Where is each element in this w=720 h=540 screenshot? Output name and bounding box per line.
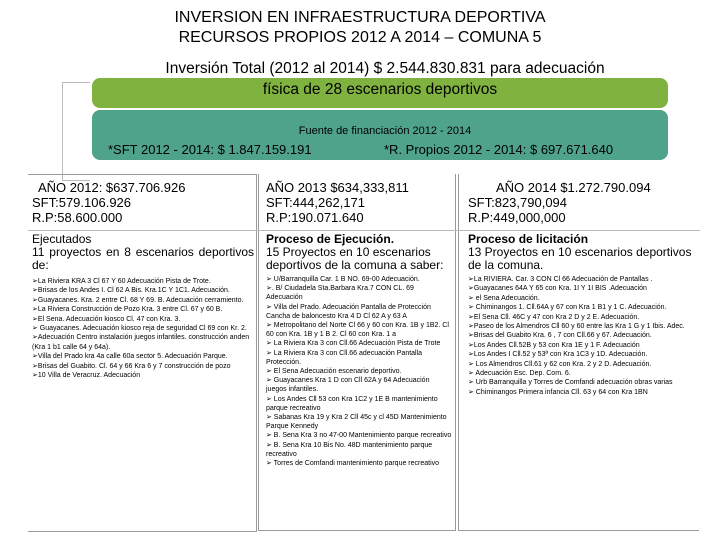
list-item: ➢La Riviera Construcción de Pozo Kra. 3 entre Cl. 67 y 60 B. [32,306,223,314]
list-item: ➢ Torres de Comfandi mantenimiento parque recreativo [266,460,440,468]
list-item: ➢ B. Sena Kra 3 no 47-00 Mantenimiento parque recreativo [266,432,452,440]
list-item: ➢ Metropolitano del Norte Cl 66 y 60 con Kra. 1B y 1B2. Cl 60 con Kra. 1B y 1 B 2. Cl 60 con Kra. 1 a [266,322,449,339]
list-item: ➢Brisas de los Andes I. Cl 62 A Bis. Kra.1C Y 1C1. Adecuación. [32,287,230,295]
list-item: ➢Villa del Prado kra 4a calle 60a sector 5. Adecuación Parque. [32,353,228,361]
total-investment-text-2: física de 28 escenarios deportivos [262,81,498,98]
list-item: ➢Paseo de los Almendros Cll 60 y 60 entre las Kra 1 G y 1 Ibis. Adec. [468,323,685,331]
status-heading: Proceso de licitación [468,232,589,246]
list-item: ➢La Riviera KRA 3 Cl 67 Y 60 Adecuación Pista de Trote. [32,278,211,285]
year-rp: R.P:58.600.000 [32,210,123,225]
year-total: AÑO 2014 $1.272.790.094 [496,180,651,195]
year-sft: SFT:444,262,171 [266,195,366,210]
list-item: ➢. B/ Ciudadela Sta.Barbara Kra.7 CON CL. 69 Adecuación [266,285,414,302]
year-total: AÑO 2013 $634,333,811 [266,180,409,195]
year-sft: SFT:579.106.926 [32,195,132,210]
list-item: ➢10 Villa de Veracruz. Adecuación [32,372,141,380]
projects-summary: 11 proyectos en 8 escenarios deportivos de: [32,245,254,272]
list-item: ➢Adecuación Centro instalación juegos infantiles. construcción anden (Kra 1 b1 calle 64 y 64a). [32,334,250,351]
list-item: ➢ Guayacanes. Adecuación kiosco reja de seguridad Cl 69 con Kr. 2. [32,325,247,333]
year-summary [266,180,452,225]
list-item: ➢ Chiminangos 1. Cll.64A y 67 con Kra 1 B1 y 1 C. Adecuación. [468,304,667,312]
status-heading: Proceso de Ejecución. [266,232,395,246]
project-list [32,277,254,380]
year-rp: R.P:190.071.640 [266,210,364,225]
page-title-line-1: INVERSION EN INFRAESTRUCTURA DEPORTIVA [174,9,546,26]
total-investment-text-1: Inversión Total (2012 al 2014) $ 2.544.830.831 para adecuación [165,60,605,77]
year-summary [468,180,696,225]
list-item: ➢Brisas del Guabito. Cl. 64 y 66 Kra 6 y 7 construcción de pozo [32,362,231,370]
column-2012 [32,180,254,380]
list-item: ➢ Chiminangos Primera infancia Cll. 63 y 64 con Kra 1BN [468,388,648,396]
year-rp: R.P:449,000,000 [468,210,566,225]
list-item: ➢ El Sena Adecuación escenario deportivo. [266,368,402,376]
year-summary [32,180,254,225]
list-item: ➢ La Riviera Kra 3 con Cll.66 adecuación Pantalla Protección. [266,349,423,366]
status-heading: Ejecutados [32,232,92,246]
list-item: ➢ U/Barranquilla Car. 1 B NO. 69-00 Adecuación. [266,276,420,283]
page-title-line-2: RECURSOS PROPIOS 2012 A 2014 – COMUNA 5 [178,29,542,46]
column-2014 [468,180,696,397]
list-item: ➢El Sena. Adecuación kiosco Cl. 47 con Kra. 3. [32,315,181,323]
project-list [266,275,452,468]
list-item: ➢ Villa del Prado. Adecuación Pantalla de Protección Cancha de baloncesto Kra 4 D Cl 62 A y 63 A [266,303,431,320]
list-item: ➢Guayacanes. Kra. 2 entre Cl. 68 Y 69. B. Adecuación cerramiento. [32,296,244,304]
financing-own-resources: *R. Propios 2012 - 2014: $ 697.671.640 [384,142,614,157]
list-item: ➢ La Riviera Kra 3 con Cll.66 Adecuación Pista de Trote [266,340,441,348]
column-2013 [266,180,452,468]
year-sft: SFT:823,790,094 [468,195,568,210]
list-item: ➢ Los Andes Cll 53 con Kra 1C2 y 1E B mantenimiento parque recreativo [266,395,438,412]
list-item: ➢ Los Almendros Cll.61 y 62 con Kra. 2 y 2 D. Adecuación. [468,360,652,368]
list-item: ➢ el Sena Adecuación. [468,294,540,302]
list-item: ➢Los Andes Cll.52B y 53 con Kra 1E y 1 F. Adecuación [468,341,640,349]
list-item: ➢La RIVIERA. Car. 3 CON Cl 66 Adecuación de Pantallas . [468,276,653,283]
list-item: ➢ Urb Barranquilla y Torres de Comfandi adecuación obras varias [468,379,673,387]
financing-sft: *SFT 2012 - 2014: $ 1.847.159.191 [108,142,312,157]
financing-heading: Fuente de financiación 2012 - 2014 [298,125,472,137]
list-item: ➢Guayacanes 64A Y 65 con Kra. 1I Y 1I BIS .Adecuación [468,285,647,293]
list-item: ➢ Sabanas Kra 19 y Kra 2 Cll 45c y cl 45D Mantenimiento Parque Kennedy [266,414,447,431]
list-item: ➢Brisas del Guabito Kra. 6 , 7 con Cll.66 y 67. Adecuación. [468,332,652,340]
project-list [468,275,696,397]
year-total: AÑO 2012: $637.706.926 [38,180,186,195]
list-item: ➢ Adecuación Esc. Dep. Com. 6. [468,370,571,378]
projects-summary: 15 Proyectos en 10 escenarios deportivos de la comuna a saber: [266,245,444,272]
list-item: ➢ Guayacanes Kra 1 D con Cll 62A y 64 Adecuación juegos infantiles. [266,377,430,394]
list-item: ➢El Sena Cll. 46C y 47 con Kra 2 D y 2 E. Adecuación. [468,313,640,321]
projects-summary: 13 Proyectos en 10 escenarios deportivos de la comuna. [468,245,692,272]
list-item: ➢ B. Sena Kra 10 Bis No. 48D mantenimiento parque recreativo [266,441,433,458]
list-item: ➢Los Andes I Cll.52 y 53ª con Kra 1C3 y 1D. Adecuación. [468,351,648,359]
